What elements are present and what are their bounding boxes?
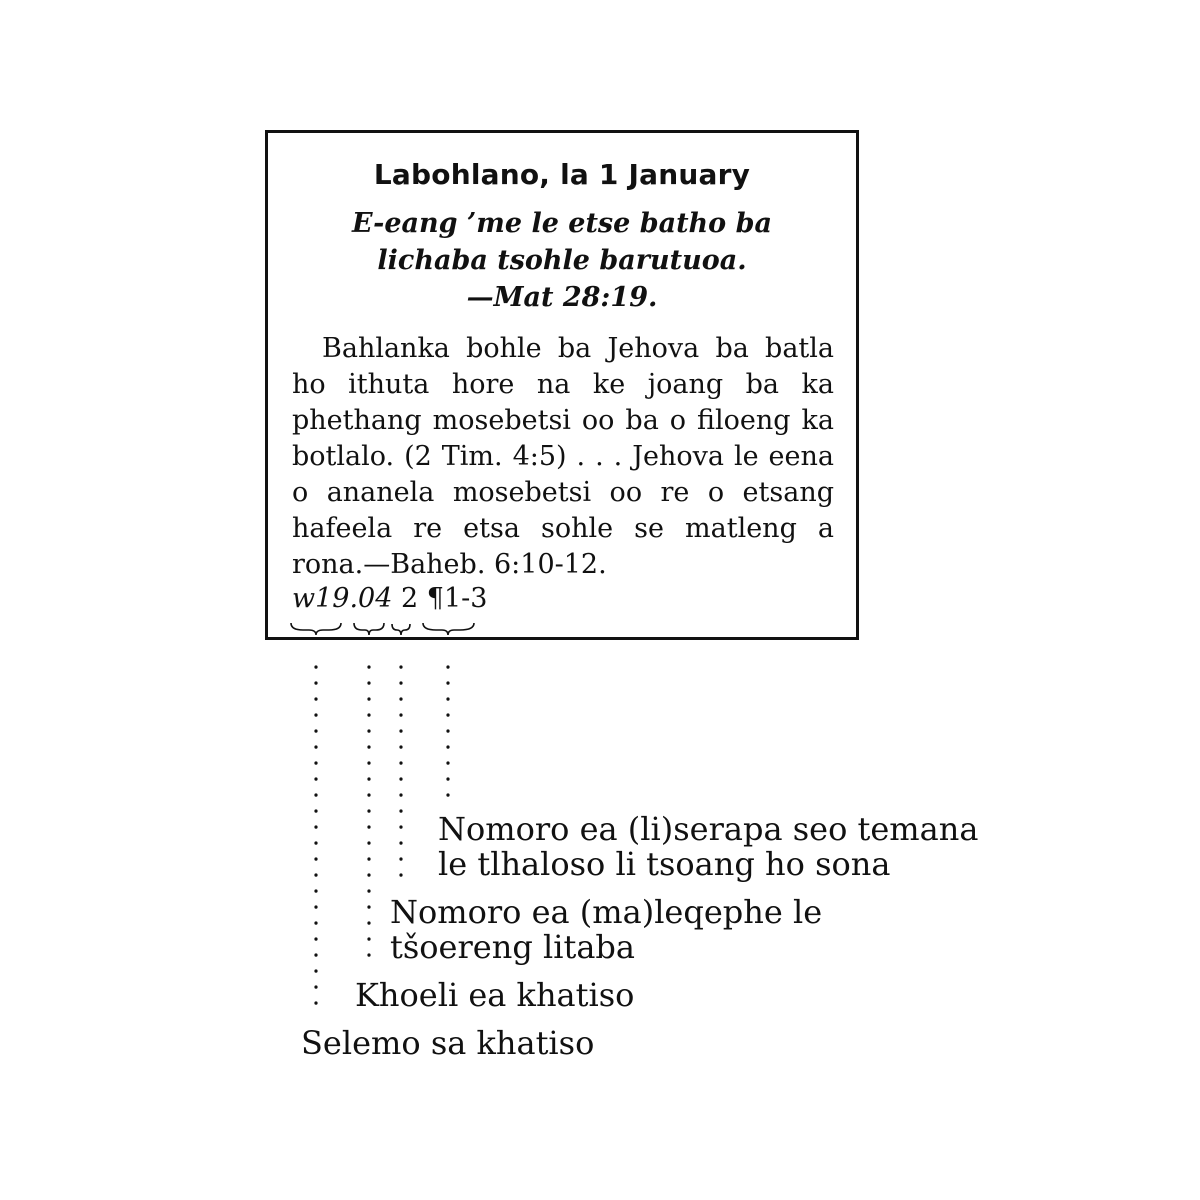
reference-year: w19 [292, 583, 350, 614]
page-number-label: Nomoro ea (ma)leqephe le tšoereng litaba [390, 893, 823, 966]
date-heading: Labohlano, la 1 January [373, 158, 751, 191]
daily-text-box [265, 130, 859, 640]
scripture-citation: —Mat 28:19. [466, 282, 658, 313]
reference-month: .04 [349, 583, 393, 614]
reference-paragraphs: ¶1-3 [426, 583, 488, 614]
year-label: Selemo sa khatiso [301, 1024, 595, 1062]
scripture-line: E-eang ’me le etse batho ba [352, 208, 772, 239]
comment-text: Bahlanka bohle ba Jehova ba batla ho ithuta hore na ke joang ba ka phethang mosebetsi oo ba o filoeng ka botlalo. (2 Tim. 4:5) . . . Jehova le eena o ananela mosebetsi oo re o etsang hafeela re etsa sohle se matleng a rona.—Baheb. 6:10-12. [292, 333, 834, 580]
publication-reference [292, 581, 487, 617]
scripture-line: lichaba tsohle barutuoa. [377, 245, 747, 276]
paragraph-number-label: Nomoro ea (li)serapa seo temana le tlhaloso li tsoang ho sona [438, 810, 979, 883]
month-label: Khoeli ea khatiso [355, 976, 635, 1014]
reference-page: 2 [401, 583, 419, 614]
theme-scripture [268, 205, 856, 316]
